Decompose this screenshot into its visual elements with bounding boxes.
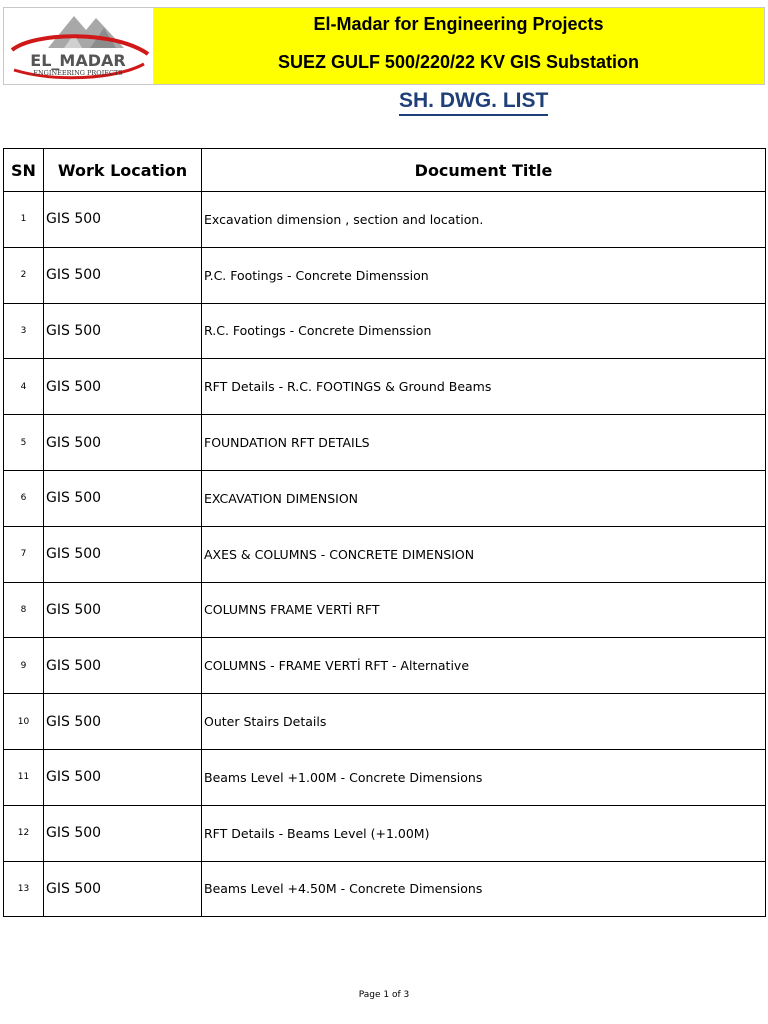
work-location-cell: GIS 500 (44, 805, 202, 861)
document-title-cell: Beams Level +1.00M - Concrete Dimensions (202, 749, 766, 805)
document-title-cell: AXES & COLUMNS - CONCRETE DIMENSION (202, 526, 766, 582)
document-title-cell: Beams Level +4.50M - Concrete Dimensions (202, 861, 766, 917)
table-row (4, 582, 766, 638)
table-row (4, 303, 766, 359)
page-number: Page 1 of 3 (358, 990, 410, 1000)
table-row (4, 526, 766, 582)
sn-cell: 6 (4, 470, 44, 526)
sn-cell: 1 (4, 192, 44, 248)
table-row (4, 861, 766, 917)
table-row (4, 247, 766, 303)
table-row (4, 638, 766, 694)
work-location-cell: GIS 500 (44, 638, 202, 694)
sn-cell: 12 (4, 805, 44, 861)
header-work-location: Work Location (44, 149, 202, 192)
table-row (4, 749, 766, 805)
logo-text: EL_MADAR (30, 51, 126, 70)
sn-cell: 10 (4, 694, 44, 750)
table-row (4, 359, 766, 415)
table-row (4, 192, 766, 248)
table-row (4, 805, 766, 861)
work-location-cell: GIS 500 (44, 192, 202, 248)
work-location-cell: GIS 500 (44, 526, 202, 582)
document-title-cell: FOUNDATION RFT DETAILS (202, 415, 766, 471)
company-name: El-Madar for Engineering Projects (313, 14, 604, 34)
header-sn: SN (4, 149, 44, 192)
sn-cell: 2 (4, 247, 44, 303)
work-location-cell: GIS 500 (44, 470, 202, 526)
document-title-cell: P.C. Footings - Concrete Dimenssion (202, 247, 766, 303)
work-location-cell: GIS 500 (44, 694, 202, 750)
sn-cell: 3 (4, 303, 44, 359)
drawing-list-table (3, 148, 766, 917)
header-title-band (153, 8, 764, 84)
document-title-cell: RFT Details - Beams Level (+1.00M) (202, 805, 766, 861)
company-logo (4, 8, 154, 84)
work-location-cell: GIS 500 (44, 247, 202, 303)
sn-cell: 11 (4, 749, 44, 805)
document-title-cell: RFT Details - R.C. FOOTINGS & Ground Beams (202, 359, 766, 415)
work-location-cell: GIS 500 (44, 582, 202, 638)
document-title-cell: Outer Stairs Details (202, 694, 766, 750)
document-title-cell: EXCAVATION DIMENSION (202, 470, 766, 526)
sn-cell: 13 (4, 861, 44, 917)
logo-mountains-icon (4, 8, 153, 84)
header-document-title: Document Title (202, 149, 766, 192)
table-row (4, 470, 766, 526)
sn-cell: 9 (4, 638, 44, 694)
sn-cell: 4 (4, 359, 44, 415)
logo-subtext: ENGINEERING PROJECTS (33, 69, 123, 77)
work-location-cell: GIS 500 (44, 303, 202, 359)
table-row (4, 694, 766, 750)
work-location-cell: GIS 500 (44, 861, 202, 917)
project-name: SUEZ GULF 500/220/22 KV GIS Substation (277, 52, 640, 72)
work-location-cell: GIS 500 (44, 415, 202, 471)
document-title-cell: COLUMNS FRAME VERTİ RFT (202, 582, 766, 638)
sn-cell: 5 (4, 415, 44, 471)
list-title: SH. DWG. LIST (399, 89, 548, 116)
sn-cell: 7 (4, 526, 44, 582)
table-header-row (4, 149, 766, 192)
work-location-cell: GIS 500 (44, 749, 202, 805)
document-title-cell: COLUMNS - FRAME VERTİ RFT - Alternative (202, 638, 766, 694)
work-location-cell: GIS 500 (44, 359, 202, 415)
sn-cell: 8 (4, 582, 44, 638)
document-title-cell: R.C. Footings - Concrete Dimenssion (202, 303, 766, 359)
document-title-cell: Excavation dimension , section and location. (202, 192, 766, 248)
document-header (3, 7, 765, 85)
table-row (4, 415, 766, 471)
